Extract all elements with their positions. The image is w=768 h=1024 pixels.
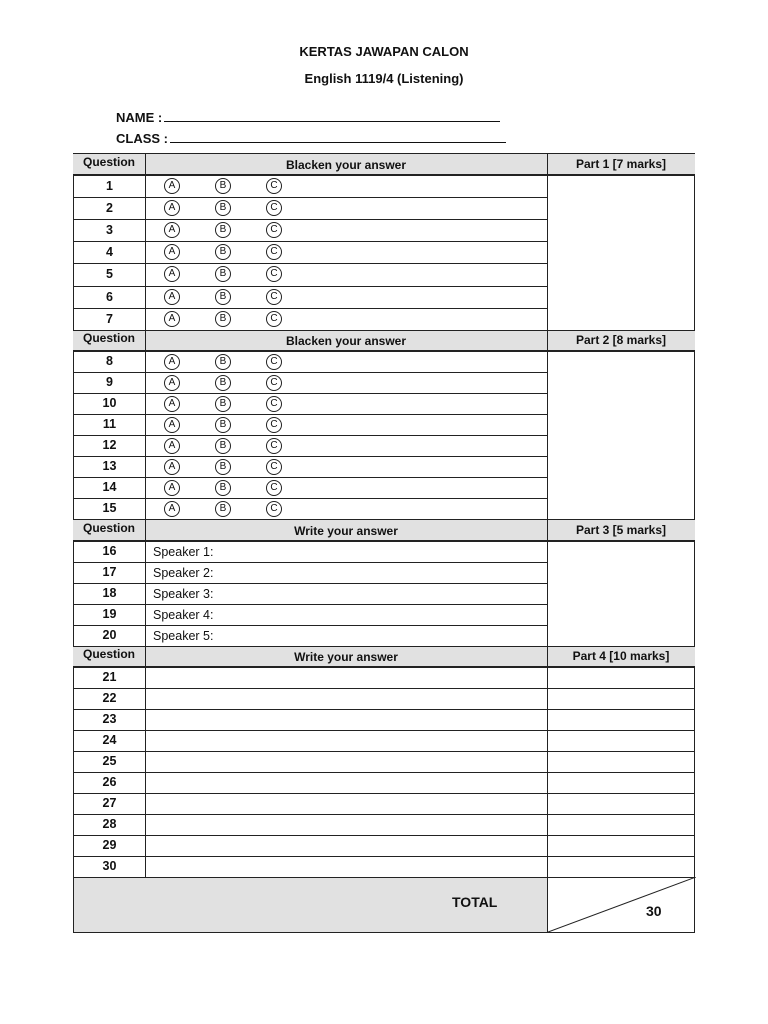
score-diagonal-line	[548, 877, 696, 933]
option-b-bubble[interactable]: B	[215, 501, 231, 517]
row-divider	[73, 709, 695, 710]
option-b-bubble[interactable]: B	[215, 178, 231, 194]
row-divider	[73, 688, 695, 689]
column-divider	[547, 520, 548, 646]
question-number: 26	[102, 775, 117, 789]
option-b-bubble[interactable]: B	[215, 417, 231, 433]
name-label: NAME :	[116, 110, 163, 125]
option-c-bubble[interactable]: C	[266, 354, 282, 370]
question-number: 13	[102, 459, 117, 473]
answer-column-header: Blacken your answer	[285, 157, 407, 172]
marks-field[interactable]	[548, 752, 694, 771]
question-number: 22	[102, 691, 117, 705]
question-number: 21	[102, 670, 117, 684]
question-number: 27	[102, 796, 117, 810]
speaker-answer-field[interactable]: Speaker 2:	[153, 566, 214, 580]
column-divider	[145, 520, 146, 646]
form-title: KERTAS JAWAPAN CALON	[299, 44, 469, 59]
row-divider	[73, 793, 695, 794]
question-number: 29	[102, 838, 117, 852]
question-number: 17	[102, 565, 117, 579]
option-c-bubble[interactable]: C	[266, 480, 282, 496]
row-divider	[73, 175, 695, 176]
total-marks-value: 30	[646, 903, 662, 919]
question-number: 25	[102, 754, 117, 768]
question-number: 2	[106, 201, 113, 216]
speaker-answer-field[interactable]: Speaker 3:	[153, 587, 214, 601]
option-b-bubble[interactable]: B	[215, 354, 231, 370]
written-answer-field[interactable]	[146, 836, 546, 855]
option-c-bubble[interactable]: C	[266, 459, 282, 475]
option-c-bubble[interactable]: C	[266, 178, 282, 194]
option-b-bubble[interactable]: B	[215, 396, 231, 412]
marks-field[interactable]	[548, 668, 694, 687]
option-b-bubble[interactable]: B	[215, 438, 231, 454]
marks-field[interactable]	[548, 836, 694, 855]
question-number: 16	[102, 544, 117, 558]
row-divider	[73, 835, 695, 836]
speaker-answer-field[interactable]: Speaker 5:	[153, 629, 214, 643]
option-b-bubble[interactable]: B	[215, 375, 231, 391]
question-column-header: Question	[82, 647, 135, 661]
question-number: 14	[102, 480, 117, 494]
question-number: 5	[106, 267, 113, 282]
option-a-bubble[interactable]: A	[164, 200, 180, 216]
option-c-bubble[interactable]: C	[266, 244, 282, 260]
option-a-bubble[interactable]: A	[164, 354, 180, 370]
option-a-bubble[interactable]: A	[164, 438, 180, 454]
row-divider	[73, 730, 695, 731]
question-number: 23	[102, 712, 117, 726]
question-number: 24	[102, 733, 117, 747]
question-number: 30	[102, 859, 117, 873]
option-a-bubble[interactable]: A	[164, 244, 180, 260]
part-marks-header: Part 3 [5 marks]	[575, 522, 667, 537]
total-label: TOTAL	[452, 894, 498, 910]
option-a-bubble[interactable]: A	[164, 417, 180, 433]
row-divider	[73, 772, 695, 773]
option-a-bubble[interactable]: A	[164, 375, 180, 391]
written-answer-field[interactable]	[146, 668, 546, 687]
question-number: 12	[102, 438, 117, 452]
row-divider	[73, 856, 695, 857]
option-c-bubble[interactable]: C	[266, 200, 282, 216]
option-b-bubble[interactable]: B	[215, 480, 231, 496]
column-divider	[145, 331, 146, 519]
option-c-bubble[interactable]: C	[266, 501, 282, 517]
option-a-bubble[interactable]: A	[164, 222, 180, 238]
speaker-answer-field[interactable]: Speaker 4:	[153, 608, 214, 622]
written-answer-field[interactable]	[146, 857, 546, 876]
question-number: 18	[102, 586, 117, 600]
part-marks-header: Part 2 [8 marks]	[575, 333, 667, 347]
row-divider	[73, 814, 695, 815]
column-divider	[145, 647, 146, 877]
column-divider	[145, 154, 146, 330]
column-divider	[547, 154, 548, 330]
question-number: 15	[102, 501, 117, 515]
name-line[interactable]	[164, 109, 500, 122]
written-answer-field[interactable]	[146, 710, 546, 729]
written-answer-field[interactable]	[146, 731, 546, 750]
written-answer-field[interactable]	[146, 689, 546, 708]
speaker-answer-field[interactable]: Speaker 1:	[153, 545, 214, 559]
option-c-bubble[interactable]: C	[266, 438, 282, 454]
marks-field[interactable]	[548, 857, 694, 876]
option-c-bubble[interactable]: C	[266, 375, 282, 391]
column-divider	[547, 331, 548, 519]
marks-field[interactable]	[548, 773, 694, 792]
option-b-bubble[interactable]: B	[215, 311, 231, 327]
option-a-bubble[interactable]: A	[164, 501, 180, 517]
part-marks-header: Part 1 [7 marks]	[575, 156, 667, 171]
written-answer-field[interactable]	[146, 752, 546, 771]
answer-column-header: Blacken your answer	[285, 334, 407, 348]
question-number: 3	[106, 223, 113, 238]
option-c-bubble[interactable]: C	[266, 289, 282, 305]
option-b-bubble[interactable]: B	[215, 289, 231, 305]
written-answer-field[interactable]	[146, 815, 546, 834]
written-answer-field[interactable]	[146, 773, 546, 792]
marks-field[interactable]	[548, 794, 694, 813]
option-a-bubble[interactable]: A	[164, 396, 180, 412]
option-c-bubble[interactable]: C	[266, 396, 282, 412]
question-number: 20	[102, 628, 117, 642]
option-a-bubble[interactable]: A	[164, 459, 180, 475]
class-line[interactable]	[170, 130, 506, 143]
question-column-header: Question	[82, 520, 135, 535]
question-number: 4	[106, 245, 113, 260]
option-b-bubble[interactable]: B	[215, 459, 231, 475]
option-c-bubble[interactable]: C	[266, 222, 282, 238]
question-number: 9	[106, 375, 113, 389]
class-field[interactable]	[116, 130, 506, 146]
part-marks-header: Part 4 [10 marks]	[572, 649, 670, 663]
option-b-bubble[interactable]: B	[215, 200, 231, 216]
marks-field[interactable]	[548, 689, 694, 708]
class-label: CLASS :	[116, 131, 168, 146]
form-subtitle: English 1119/4 (Listening)	[304, 71, 464, 86]
marks-field[interactable]	[548, 731, 694, 750]
option-b-bubble[interactable]: B	[215, 266, 231, 282]
question-number: 10	[102, 396, 117, 410]
option-a-bubble[interactable]: A	[164, 289, 180, 305]
option-c-bubble[interactable]: C	[266, 311, 282, 327]
row-divider	[73, 751, 695, 752]
option-c-bubble[interactable]: C	[266, 417, 282, 433]
option-a-bubble[interactable]: A	[164, 178, 180, 194]
question-column-header: Question	[82, 331, 135, 345]
option-a-bubble[interactable]: A	[164, 480, 180, 496]
name-field[interactable]	[116, 109, 500, 125]
question-number: 7	[106, 311, 113, 326]
option-c-bubble[interactable]: C	[266, 266, 282, 282]
option-a-bubble[interactable]: A	[164, 311, 180, 327]
question-number: 1	[106, 179, 113, 193]
marks-field[interactable]	[548, 815, 694, 834]
answer-column-header: Write your answer	[294, 523, 398, 538]
option-b-bubble[interactable]: B	[215, 222, 231, 238]
question-number: 11	[102, 417, 117, 431]
option-a-bubble[interactable]: A	[164, 266, 180, 282]
question-number: 19	[102, 607, 117, 621]
marks-field[interactable]	[548, 710, 694, 729]
question-number: 6	[106, 289, 113, 304]
option-b-bubble[interactable]: B	[215, 244, 231, 260]
answer-column-header: Write your answer	[294, 650, 398, 664]
row-divider	[73, 351, 695, 352]
question-number: 8	[106, 354, 113, 368]
question-column-header: Question	[82, 154, 135, 169]
written-answer-field[interactable]	[146, 794, 546, 813]
question-number: 28	[102, 817, 117, 831]
